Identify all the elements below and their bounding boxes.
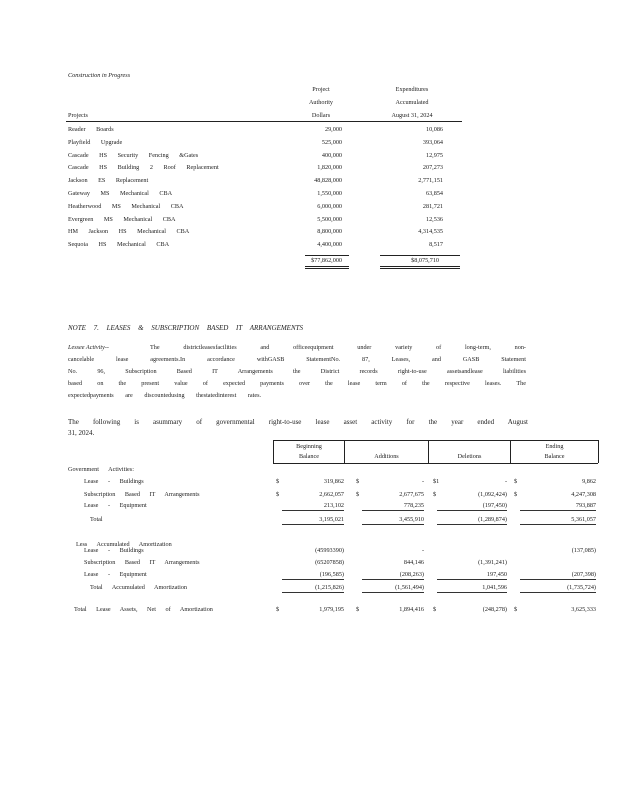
lease-del-value: (1,092,424) <box>478 491 507 498</box>
lease-end-value: (207,398) <box>520 571 596 580</box>
government-activities-label: Government Activities: <box>68 466 134 473</box>
authority-double-rule <box>305 266 349 269</box>
dollar-sign: $ <box>276 606 280 613</box>
cip-authority-value: 400,000 <box>321 151 342 159</box>
note-para1-line4: based on the present value of expected payments over the lease term of the respective leases. The <box>68 380 526 387</box>
lease-add-value: (1,561,494) <box>362 584 424 593</box>
lease-end-value: 5,361,057 <box>520 516 596 525</box>
lease-row-label: Lease - Buildings <box>84 547 144 554</box>
expenditures-double-rule <box>380 266 460 269</box>
cip-authority-value: 1,550,000 <box>317 190 342 197</box>
additions-header: Additions <box>374 453 399 460</box>
lease-beg-value: (196,585) <box>282 571 344 580</box>
cip-authority-value: 29,000 <box>324 126 342 133</box>
beginning-header-1: Beginning <box>296 443 322 450</box>
lease-del-value: (1,289,874) <box>437 516 507 525</box>
cip-project-name: Evergreen MS Mechanical CBA <box>68 215 176 223</box>
cip-expenditures-value: 63,854 <box>425 190 443 197</box>
cip-authority-value: 6,000,000 <box>317 202 342 210</box>
lease-add-value: 778,235 <box>362 502 424 511</box>
cip-title: Construction in Progress <box>68 72 131 79</box>
net-total-label: Total Lease Assets, Net of Amortization <box>74 606 213 613</box>
dollar-sign: $ <box>276 478 280 485</box>
lease-beg-value: (45993390) <box>315 547 344 554</box>
cip-authority-value: 5,500,000 <box>317 215 342 223</box>
lease-add-value: 2,677,675 <box>399 491 424 498</box>
lease-beg-value: 319,862 <box>323 478 344 485</box>
authority-header-3: Dollars <box>311 112 331 119</box>
lease-del-value: - <box>504 478 507 485</box>
note-para2-line2: 31, 2024. <box>68 429 95 437</box>
cip-project-name: Playfield Upgrade <box>68 138 123 146</box>
lease-end-value: (137,085) <box>571 547 596 554</box>
lease-add-value: - <box>421 547 424 554</box>
lease-row-label: Lease - Buildings <box>84 478 144 485</box>
lease-add-value: 1,894,416 <box>399 606 424 613</box>
dollar-sign: $ <box>433 606 437 613</box>
cip-project-name: Reader Boards <box>68 126 114 133</box>
note-para1-line5: expectedpayments are discountedusing thestatedinterest rates. <box>68 392 262 399</box>
deletions-header: Deletions <box>457 453 482 460</box>
cip-expenditures-value: 12,536 <box>425 215 443 223</box>
note-heading: NOTE 7. LEASES & SUBSCRIPTION BASED IT ARRANGEMENTS <box>68 324 304 332</box>
authority-header-1: Project <box>312 86 330 93</box>
cip-project-name: HM Jackson HS Mechanical CBA <box>68 228 190 236</box>
dollar-sign: $ <box>514 606 518 613</box>
lease-beg-value: (1,215,826) <box>282 584 344 593</box>
lease-beg-value: 213,102 <box>282 502 344 511</box>
lease-del-value: 1,041,596 <box>437 584 507 593</box>
lease-table-right-rule <box>598 440 599 463</box>
note-para1-line2: cancelable lease agreements.In accordance withGASB StatementNo. 87, Leases, and GASB Statement <box>68 356 526 363</box>
dollar-sign: $ <box>356 478 360 485</box>
cip-project-name: Jackson ES Replacement <box>68 177 149 185</box>
lease-del-value: 197,450 <box>437 571 507 580</box>
lease-add-value: 3,455,910 <box>362 516 424 525</box>
expenditures-header-3: August 31, 2024 <box>391 112 433 119</box>
less-accumulated-label: Less Accumulated Amortization <box>76 541 172 548</box>
lease-end-value: 3,625,333 <box>571 606 596 613</box>
lease-table-header-rule <box>273 463 598 464</box>
cip-authority-value: 4,400,000 <box>317 241 342 249</box>
lease-row-label: Lease - Equipment <box>84 502 147 509</box>
authority-total: $77,862,000 <box>311 257 342 264</box>
ending-header-2: Balance <box>544 453 565 460</box>
expenditures-total: $8,075,710 <box>411 257 439 264</box>
dollar-sign: $ <box>514 478 518 485</box>
cip-project-name: Gateway MS Mechanical CBA <box>68 190 173 197</box>
authority-header-2: Authority <box>308 99 334 106</box>
cip-project-name: Cascade HS Security Fencing &Gates <box>68 151 199 159</box>
cip-header-rule <box>66 121 462 122</box>
projects-header: Projects <box>68 112 88 119</box>
cip-expenditures-value: 8,517 <box>429 241 443 249</box>
dollar-sign: $ <box>356 491 360 498</box>
lease-table-top-rule <box>273 440 598 441</box>
dollar-sign: $1 <box>433 478 440 485</box>
expenditures-total-rule <box>380 255 460 256</box>
ending-header-1: Ending <box>545 443 564 450</box>
lessee-activity-label: Lessee Activity-- <box>68 344 109 351</box>
lease-row-label: Subscription Based IT Arrangements <box>84 559 200 566</box>
cip-expenditures-value: 12,975 <box>425 151 443 159</box>
expenditures-header-1: Expenditures <box>395 86 429 93</box>
dollar-sign: $ <box>433 491 437 498</box>
cip-expenditures-value: 2,771,151 <box>418 177 443 185</box>
cip-authority-value: 1,820,000 <box>317 164 342 172</box>
lease-total-label: Total <box>90 516 103 523</box>
expenditures-header-2: Accumulated <box>395 99 429 106</box>
beginning-header-2: Balance <box>299 453 319 460</box>
lease-end-value: 793,887 <box>520 502 596 511</box>
cip-expenditures-value: 207,273 <box>422 164 443 172</box>
cip-expenditures-value: 10,086 <box>425 126 443 133</box>
lease-end-value: (1,735,724) <box>520 584 596 593</box>
lease-end-value: 4,247,308 <box>571 491 596 498</box>
dollar-sign: $ <box>276 491 280 498</box>
cip-project-name: Sequoia HS Mechanical CBA <box>68 241 170 249</box>
cip-authority-value: 525,000 <box>321 138 342 146</box>
lease-end-value: 9,862 <box>582 478 596 485</box>
lease-beg-value: (65207858) <box>315 559 344 566</box>
authority-total-rule <box>305 255 349 256</box>
note-para2-line1: The following is asummary of governmental right-to-use lease asset activity for the year ended August <box>68 418 528 426</box>
lease-beg-value: 3,195,021 <box>282 516 344 525</box>
lease-add-value: 844,146 <box>403 559 424 566</box>
cip-authority-value: 8,800,000 <box>317 228 342 236</box>
dollar-sign: $ <box>514 491 518 498</box>
lease-beg-value: 2,662,057 <box>319 491 344 498</box>
lease-beg-value: 1,979,195 <box>319 606 344 613</box>
lease-add-value: - <box>421 478 424 485</box>
cip-expenditures-value: 4,314,535 <box>418 228 443 236</box>
accumulated-total-label: Total Accumulated Amortization <box>90 584 188 591</box>
cip-authority-value: 48,828,000 <box>314 177 342 185</box>
cip-expenditures-value: 393,064 <box>422 138 443 146</box>
lease-del-value: (197,450) <box>437 502 507 511</box>
lease-del-value: (1,391,241) <box>478 559 507 566</box>
lease-del-value: (248,278) <box>482 606 507 613</box>
lease-row-label: Lease - Equipment <box>84 571 147 578</box>
cip-project-name: Heatherwood MS Mechanical CBA <box>68 202 184 210</box>
lease-row-label: Subscription Based IT Arrangements <box>84 491 200 498</box>
dollar-sign: $ <box>356 606 360 613</box>
cip-project-name: Cascade HS Building 2 Roof Replacement <box>68 164 219 172</box>
lease-add-value: (208,263) <box>362 571 424 580</box>
note-para1-line3: No. 96, Subscription Based IT Arrangements the District records right-to-use assetsandlease liabilities <box>68 368 526 375</box>
note-para1-line1: The districtleasesfacilities and officeequipment under variety of long-term, non- <box>150 344 526 351</box>
cip-expenditures-value: 281,721 <box>422 202 443 210</box>
